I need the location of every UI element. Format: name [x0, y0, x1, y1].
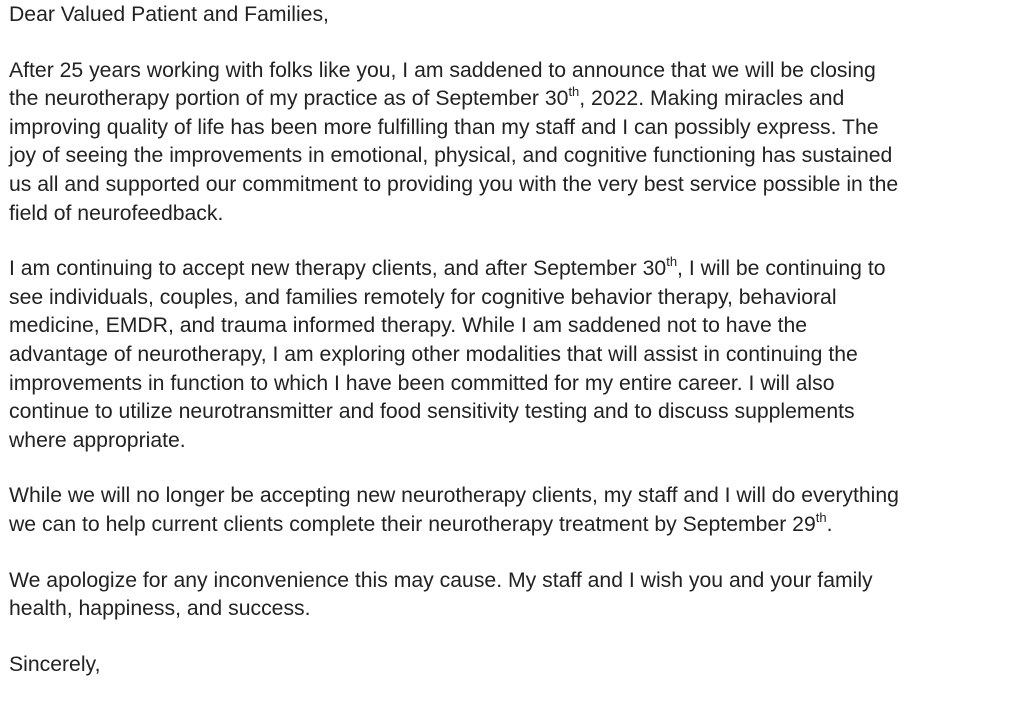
- paragraph-line: us all and supported our commitment to providing you with the very best service possible in the: [9, 172, 899, 196]
- closing: [9, 651, 1033, 680]
- paragraph-line: While we will no longer be accepting new neurotherapy clients, my staff and I will do everything: [9, 484, 899, 508]
- ordinal-suffix: th: [666, 254, 678, 270]
- paragraph-continuing-services: [9, 255, 1033, 455]
- ordinal-suffix: th: [815, 509, 827, 525]
- paragraph-line: we can to help current clients complete their neurotherapy treatment by September 29th.: [9, 509, 833, 536]
- paragraph-line: medicine, EMDR, and trauma informed therapy. While I am saddened not to have the: [9, 314, 808, 338]
- paragraph-line: We apologize for any inconvenience this may cause. My staff and I wish you and your family: [9, 568, 873, 592]
- paragraph-line: advantage of neurotherapy, I am exploring other modalities that will assist in continuing the: [9, 342, 858, 366]
- ordinal-suffix: th: [568, 84, 580, 100]
- paragraph-line: improvements in function to which I have been committed for my entire career. I will also: [9, 371, 835, 395]
- paragraph-line: improving quality of life has been more fulfilling than my staff and I can possibly express. The: [9, 115, 879, 139]
- paragraph-line: joy of seeing the improvements in emotional, physical, and cognitive functioning has sustained: [9, 144, 893, 168]
- paragraph-line: field of neurofeedback.: [9, 201, 224, 225]
- paragraph-line: see individuals, couples, and families remotely for cognitive behavior therapy, behavioral: [9, 285, 837, 309]
- salutation: [9, 1, 1033, 30]
- paragraph-closing-announcement: [9, 57, 1033, 229]
- paragraph-apology: [9, 567, 1033, 624]
- letter-body: [9, 0, 1033, 706]
- closing-text: Sincerely,: [9, 652, 101, 676]
- paragraph-line: I am continuing to accept new therapy clients, and after September 30th, I will be continuing to: [9, 254, 886, 281]
- paragraph-line: continue to utilize neurotransmitter and food sensitivity testing and to discuss supplements: [9, 400, 855, 424]
- salutation-text: Dear Valued Patient and Families,: [9, 3, 329, 26]
- paragraph-line: the neurotherapy portion of my practice as of September 30th, 2022. Making miracles and: [9, 84, 845, 111]
- paragraph-line: health, happiness, and success.: [9, 597, 311, 621]
- paragraph-line: where appropriate.: [9, 428, 186, 452]
- paragraph-line: After 25 years working with folks like you, I am saddened to announce that we will be closing: [9, 58, 876, 82]
- paragraph-current-clients: [9, 482, 1033, 539]
